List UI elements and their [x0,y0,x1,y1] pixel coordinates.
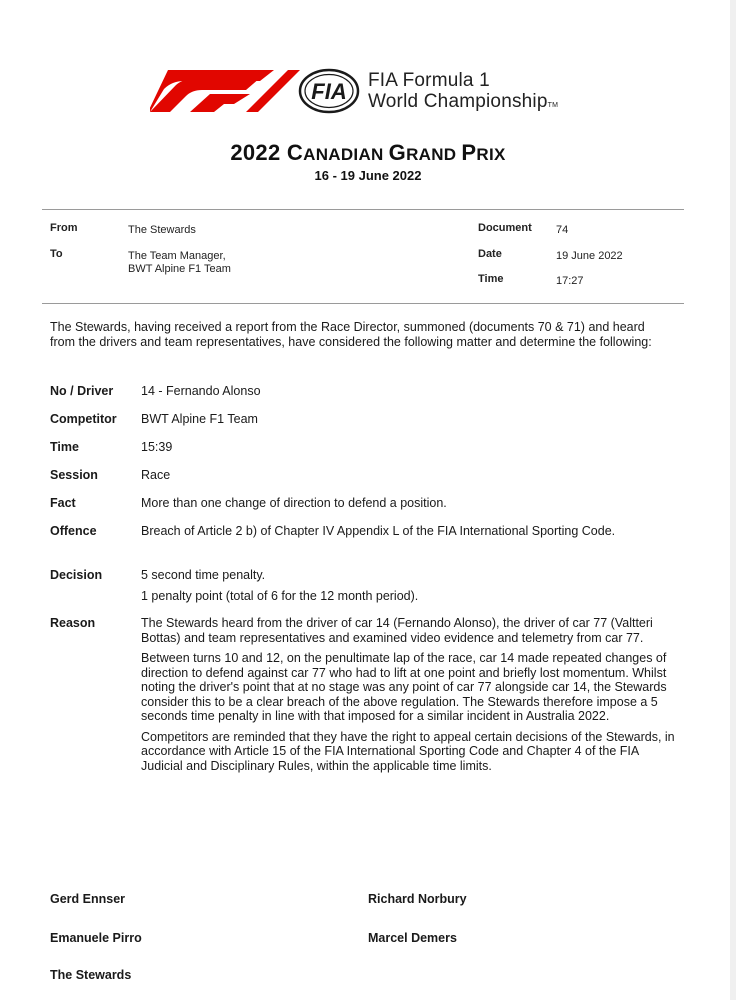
from-label: From [50,222,78,234]
to-label: To [50,248,63,260]
intro-paragraph: The Stewards, having received a report from the Race Director, summoned (documents 70 & 71) and heard from the drivers and team representatives, have considered the following matter and determine the following: [50,320,652,349]
logo-line-2: World ChampionshipTM [368,91,559,112]
competitor-label: Competitor [50,412,117,426]
reason-value [141,616,676,779]
date-value: 19 June 2022 [556,250,623,262]
document-value: 74 [556,224,569,236]
signatory-4: Marcel Demers [368,931,457,945]
offence-value: Breach of Article 2 b) of Chapter IV Appendix L of the FIA International Sporting Code. [141,524,616,538]
decision-points: 1 penalty point (total of 6 for the 12 month period). [141,588,419,603]
reason-label: Reason [50,616,96,630]
divider-top [42,209,684,210]
fact-value: More than one change of direction to defend a position. [141,496,447,510]
decision-value [141,568,681,609]
svg-text:FIA: FIA [311,79,347,104]
signatory-3: Emanuele Pirro [50,931,142,945]
session-label: Session [50,468,98,482]
logo-line-1: FIA Formula 1 [368,70,490,91]
incident-time-label: Time [50,440,79,454]
divider-bottom [42,303,684,304]
document-label: Document [478,222,532,234]
competitor-value: BWT Alpine F1 Team [141,412,258,426]
trademark: TM [547,102,559,109]
fia-seal-icon [298,68,360,114]
reason-paragraph-1: The Stewards heard from the driver of car 14 (Fernando Alonso), the driver of car 77 (Valtteri Bottas) and team representatives and examined video evidence and telemetry from car 77. [141,616,653,645]
signature-footer: The Stewards [50,968,132,982]
driver-value: 14 - Fernando Alonso [141,384,261,398]
time-value: 17:27 [556,275,584,287]
from-value: The Stewards [128,224,196,236]
decision-label: Decision [50,568,103,582]
driver-label: No / Driver [50,384,114,398]
document-title: 2022 CANADIAN GRAND PRIX [230,140,506,165]
decision-penalty: 5 second time penalty. [141,568,266,582]
offence-label: Offence [50,524,97,538]
time-label: Time [478,273,504,285]
f1-logo-icon [150,70,300,112]
event-dates: 16 - 19 June 2022 [314,168,422,183]
header-logo [150,68,600,114]
to-value-line-1: The Team Manager, [128,250,226,262]
fact-label: Fact [50,496,76,510]
signatory-2: Richard Norbury [368,892,467,906]
logo-wordmark [368,70,558,116]
incident-time-value: 15:39 [141,440,173,454]
reason-paragraph-3: Competitors are reminded that they have the right to appeal certain decisions of the Stewards, in accordance with Article 15 of the FIA International Sporting Code and Chapter 4 of the FIA Judicial and Disciplinary Rules, within the applicable time limits. [141,729,675,773]
signatory-1: Gerd Ennser [50,892,126,906]
session-value: Race [141,468,171,482]
date-label: Date [478,248,502,260]
reason-paragraph-2: Between turns 10 and 12, on the penultimate lap of the race, car 14 made repeated changes of direction to defend against car 77 who had to lift at one point and briefly lost momentum. Whilst noting the driver's point that at no stage was any point of car 77 alongside car 14, the Stewards consider this to be a clear breach of the above regulation. The Stewards therefore impose a 5 seconds time penalty in line with that imposed for a similar incident in Australia 2022. [141,651,667,723]
to-value-line-2: BWT Alpine F1 Team [128,263,231,275]
